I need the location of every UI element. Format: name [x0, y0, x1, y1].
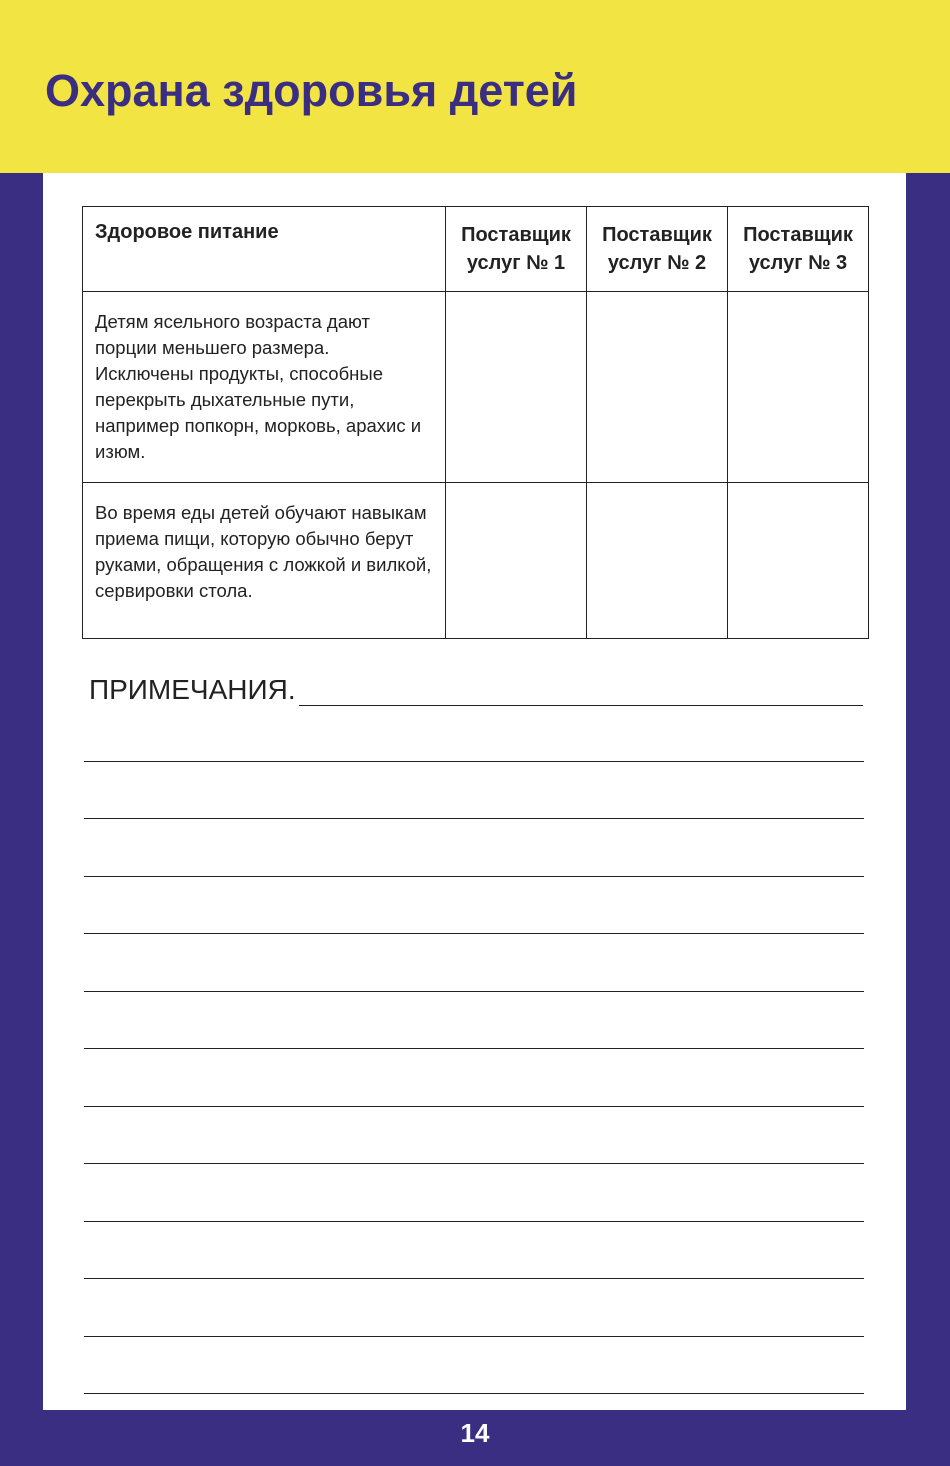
notes-first-line[interactable] — [299, 677, 863, 706]
header-provider-2: Поставщик услуг № 2 — [587, 207, 728, 292]
table-header-row — [83, 207, 869, 292]
criterion-cell: Детям ясельного возраста дают порции меньшего размера. Исключены продукты, способные перекрыть дыхательные пути, например попкорн, морковь, арахис и изюм. — [83, 292, 446, 483]
comparison-table — [82, 206, 869, 639]
note-line[interactable] — [84, 704, 864, 762]
table-row — [83, 483, 869, 639]
provider-1-cell[interactable] — [446, 292, 587, 483]
table-row — [83, 292, 869, 483]
provider-1-cell[interactable] — [446, 483, 587, 639]
note-line[interactable] — [84, 1107, 864, 1165]
note-line[interactable] — [84, 819, 864, 877]
header-provider-1: Поставщик услуг № 1 — [446, 207, 587, 292]
header-band — [0, 0, 950, 173]
notes-lines — [84, 704, 864, 1394]
note-line[interactable] — [84, 1337, 864, 1395]
provider-3-cell[interactable] — [728, 292, 869, 483]
provider-2-cell[interactable] — [587, 483, 728, 639]
header-criterion: Здоровое питание — [83, 207, 446, 292]
note-line[interactable] — [84, 992, 864, 1050]
note-line[interactable] — [84, 1164, 864, 1222]
notes-field[interactable] — [89, 670, 863, 706]
page-number: 14 — [460, 1418, 490, 1448]
provider-2-cell[interactable] — [587, 292, 728, 483]
note-line[interactable] — [84, 1222, 864, 1280]
header-provider-3: Поставщик услуг № 3 — [728, 207, 869, 292]
provider-3-cell[interactable] — [728, 483, 869, 639]
note-line[interactable] — [84, 877, 864, 935]
page-title: Охрана здоровья детей — [45, 65, 578, 116]
criterion-cell: Во время еды детей обучают навыкам приема пищи, которую обычно берут руками, обращения с ложкой и вилкой, сервировки стола. — [83, 483, 446, 639]
note-line[interactable] — [84, 762, 864, 820]
notes-label: ПРИМЕЧАНИЯ. — [89, 674, 296, 705]
content-panel — [43, 173, 906, 1410]
note-line[interactable] — [84, 934, 864, 992]
note-line[interactable] — [84, 1279, 864, 1337]
note-line[interactable] — [84, 1049, 864, 1107]
